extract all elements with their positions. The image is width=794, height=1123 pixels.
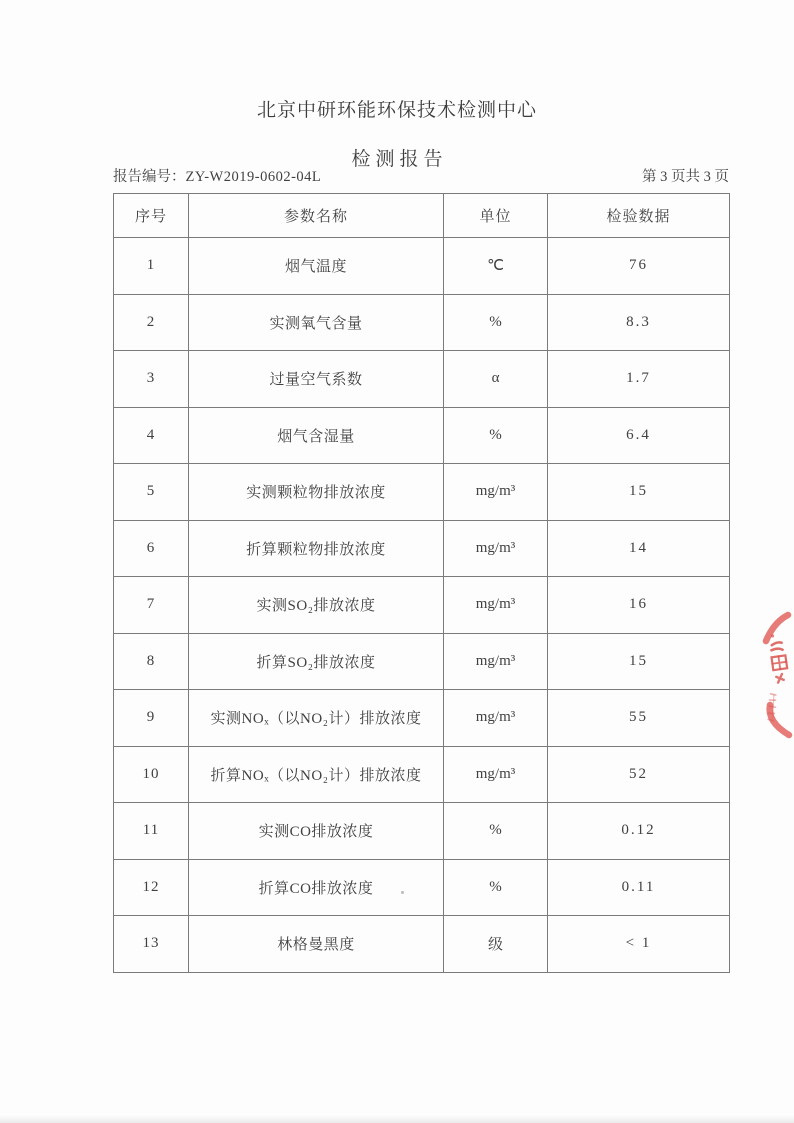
value-cell: 16 bbox=[548, 577, 730, 634]
value-cell: 15 bbox=[548, 633, 730, 690]
meta-row bbox=[113, 165, 729, 186]
row-number-cell: 12 bbox=[114, 859, 189, 916]
unit-cell: mg/m³ bbox=[444, 746, 548, 803]
header-cell-unit: 单位 bbox=[444, 194, 548, 238]
parameter-name-cell: 实测CO排放浓度 bbox=[189, 803, 444, 860]
parameter-name-cell: 过量空气系数 bbox=[189, 351, 444, 408]
parameter-name-cell: 实测NOₓ（以NO₂计）排放浓度 bbox=[189, 690, 444, 747]
unit-cell: mg/m³ bbox=[444, 520, 548, 577]
header-cell-parameter: 参数名称 bbox=[189, 194, 444, 238]
report-number bbox=[113, 165, 321, 186]
header-cell-serial: 序号 bbox=[114, 194, 189, 238]
value-cell: 0.11 bbox=[548, 859, 730, 916]
row-number-cell: 11 bbox=[114, 803, 189, 860]
unit-cell: % bbox=[444, 803, 548, 860]
row-number-cell: 9 bbox=[114, 690, 189, 747]
parameter-name-cell: 折算颗粒物排放浓度 bbox=[189, 520, 444, 577]
page-subtitle: 检测报告 bbox=[351, 149, 448, 170]
unit-cell: mg/m³ bbox=[444, 690, 548, 747]
row-number-cell: 8 bbox=[114, 633, 189, 690]
row-number-cell: 6 bbox=[114, 520, 189, 577]
value-cell: 55 bbox=[548, 690, 730, 747]
table-row bbox=[114, 238, 730, 295]
page-title: 北京中研环能环保技术检测中心 bbox=[256, 100, 537, 121]
parameter-name-cell: 实测氧气含量 bbox=[189, 294, 444, 351]
unit-cell: ℃ bbox=[444, 238, 548, 295]
unit-cell: mg/m³ bbox=[444, 577, 548, 634]
parameter-name-cell: 折算SO₂排放浓度 bbox=[189, 633, 444, 690]
row-number-cell: 10 bbox=[114, 746, 189, 803]
parameter-name-cell: 烟气温度 bbox=[189, 238, 444, 295]
results-table bbox=[113, 193, 730, 973]
table-row bbox=[114, 916, 730, 973]
table-row bbox=[114, 633, 730, 690]
unit-cell: % bbox=[444, 859, 548, 916]
value-cell: 8.3 bbox=[548, 294, 730, 351]
value-cell: 14 bbox=[548, 520, 730, 577]
value-cell: 52 bbox=[548, 746, 730, 803]
row-number-cell: 2 bbox=[114, 294, 189, 351]
value-cell: 76 bbox=[548, 238, 730, 295]
unit-cell: mg/m³ bbox=[444, 633, 548, 690]
value-cell: < 1 bbox=[548, 916, 730, 973]
table-row bbox=[114, 746, 730, 803]
parameter-name-cell: 实测颗粒物排放浓度 bbox=[189, 464, 444, 521]
parameter-name-cell: 林格曼黑度 bbox=[189, 916, 444, 973]
table-row bbox=[114, 464, 730, 521]
unit-cell: α bbox=[444, 351, 548, 408]
page-indicator: 第 3 页共 3 页 bbox=[642, 169, 729, 185]
parameter-name-cell: 烟气含湿量 bbox=[189, 407, 444, 464]
table-row bbox=[114, 407, 730, 464]
unit-cell: % bbox=[444, 407, 548, 464]
row-number-cell: 1 bbox=[114, 238, 189, 295]
value-cell: 1.7 bbox=[548, 351, 730, 408]
row-number-cell: 3 bbox=[114, 351, 189, 408]
unit-cell: mg/m³ bbox=[444, 464, 548, 521]
scan-artifact-dot bbox=[401, 891, 404, 894]
value-cell: 6.4 bbox=[548, 407, 730, 464]
report-number-label: 报告编号： bbox=[113, 169, 186, 185]
row-number-cell: 5 bbox=[114, 464, 189, 521]
row-number-cell: 7 bbox=[114, 577, 189, 634]
table-body bbox=[114, 238, 730, 973]
table-row bbox=[114, 859, 730, 916]
table-row bbox=[114, 294, 730, 351]
parameter-name-cell: 实测SO₂排放浓度 bbox=[189, 577, 444, 634]
header-cell-data: 检验数据 bbox=[548, 194, 730, 238]
parameter-name-cell: 折算NOₓ（以NO₂计）排放浓度 bbox=[189, 746, 444, 803]
bottom-edge-shade bbox=[0, 1115, 794, 1123]
table-row bbox=[114, 803, 730, 860]
table-header-row bbox=[114, 194, 730, 238]
unit-cell: % bbox=[444, 294, 548, 351]
parameter-name-cell: 折算CO排放浓度 bbox=[189, 859, 444, 916]
report-number-value: ZY-W2019-0602-04L bbox=[185, 169, 322, 185]
table-row bbox=[114, 351, 730, 408]
table-row bbox=[114, 520, 730, 577]
red-seal-stamp-icon bbox=[730, 595, 794, 755]
value-cell: 15 bbox=[548, 464, 730, 521]
table-row bbox=[114, 690, 730, 747]
row-number-cell: 13 bbox=[114, 916, 189, 973]
row-number-cell: 4 bbox=[114, 407, 189, 464]
unit-cell: 级 bbox=[444, 916, 548, 973]
table-row bbox=[114, 577, 730, 634]
value-cell: 0.12 bbox=[548, 803, 730, 860]
